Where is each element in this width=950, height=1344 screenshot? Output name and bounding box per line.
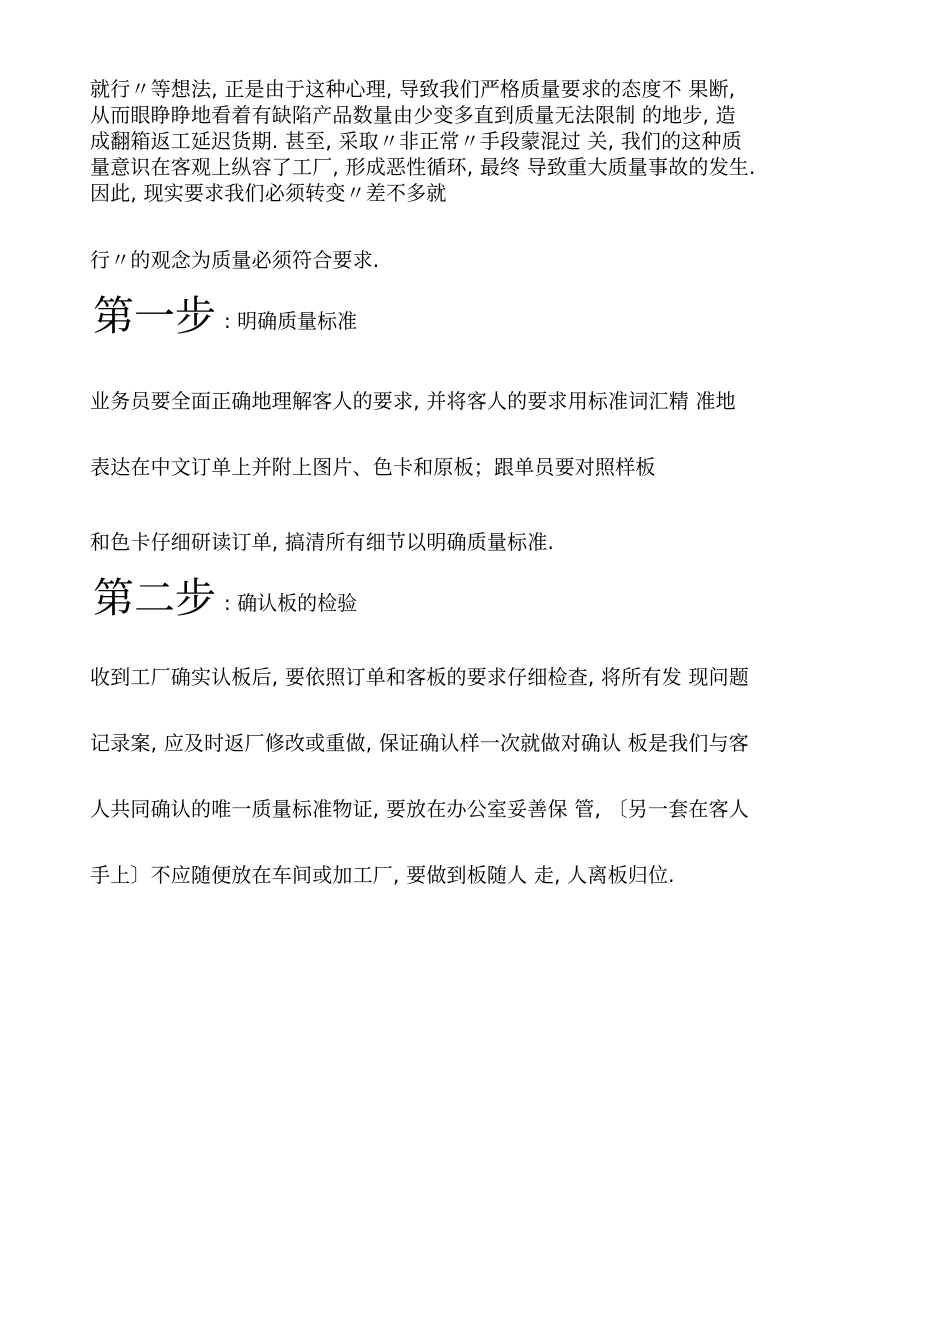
step1-line-3: 和色卡仔细研读订单, 搞清所有细节以明确质量标准. [90,530,555,554]
intro-line-4: 量意识在客观上纵容了工厂, 形成恶性循环, 最终 导致重大质量事故的发生. [90,155,756,179]
intro-line-3: 成翻箱返工延迟货期. 甚至, 采取〃非正常〃手段蒙混过 关, 我们的这种质 [90,129,742,153]
intro-line-5: 因此, 现实要求我们必须转变〃差不多就 [90,181,447,205]
step1-line-1: 业务员要全面正确地理解客人的要求, 并将客人的要求用标准词汇精 准地 [90,389,736,413]
step2-line-1: 收到工厂确实认板后, 要依照订单和客板的要求仔细检查, 将所有发 现问题 [90,665,749,689]
step1-heading [93,292,357,340]
step2-line-4: 手上〕不应随便放在车间或加工厂, 要做到板随人 走, 人离板归位. [90,863,675,887]
step2-title: 第二步 [93,574,216,622]
intro-line-2: 从而眼睁睁地看着有缺陷产品数量由少变多直到质量无法限制 的地步, 造 [90,103,736,127]
step1-subtitle: : 明确质量标准 [224,309,358,333]
intro-line-1: 就行〃等想法, 正是由于这种心理, 导致我们严格质量要求的态度不 果断, [90,77,736,101]
step2-subtitle: : 确认板的检验 [224,591,358,615]
step2-line-3: 人共同确认的唯一质量标准物证, 要放在办公室妥善保 管, 〔另一套在客人 [90,797,749,821]
intro-line-6: 行〃的观念为质量必须符合要求. [90,248,380,272]
step2-line-2: 记录案, 应及时返厂修改或重做, 保证确认样一次就做对确认 板是我们与客 [90,731,749,755]
step2-heading [93,574,357,622]
step1-line-2: 表达在中文订单上并附上图片、色卡和原板；跟单员要对照样板 [90,455,656,479]
step1-title: 第一步 [93,292,216,340]
